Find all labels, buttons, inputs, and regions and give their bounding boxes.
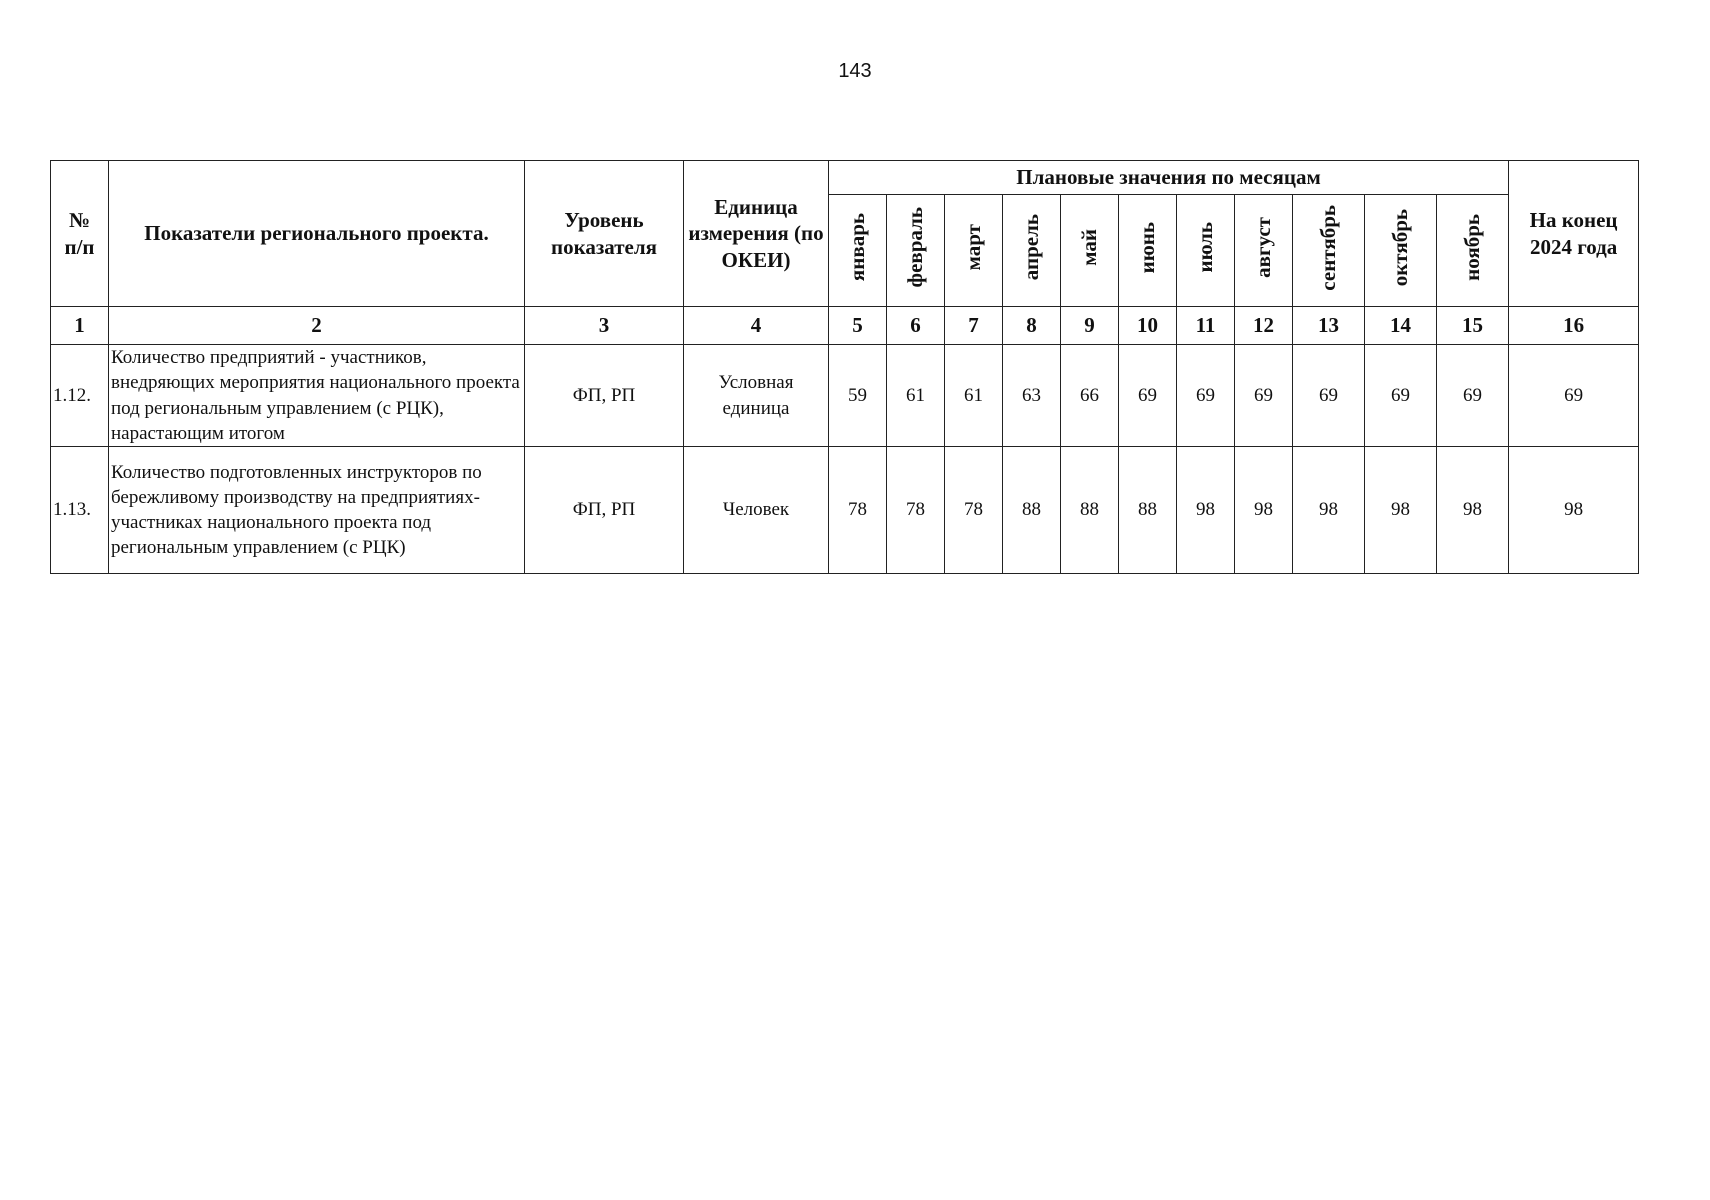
value-cell: 78 [887, 447, 945, 574]
value-cell: 88 [1061, 447, 1119, 574]
value-cell: 78 [829, 447, 887, 574]
value-cell: 69 [1437, 345, 1509, 447]
month-label: февраль [903, 207, 928, 288]
month-header [1177, 195, 1235, 307]
month-label: май [1077, 228, 1102, 266]
row-num: 1.13. [51, 447, 109, 574]
month-header [1061, 195, 1119, 307]
column-number: 16 [1509, 307, 1639, 345]
value-cell: 98 [1437, 447, 1509, 574]
value-cell: 78 [945, 447, 1003, 574]
header-level: Уровень показателя [525, 161, 684, 307]
header-num: № п/п [51, 161, 109, 307]
value-cell: 88 [1119, 447, 1177, 574]
row-indicator-name: Количество предприятий - участников, внедряющих мероприятия национального проекта под региональным управлением (с РЦК), нарастающим итогом [109, 345, 525, 447]
column-number: 10 [1119, 307, 1177, 345]
month-header [1437, 195, 1509, 307]
row-indicator-name: Количество подготовленных инструкторов по бережливому производству на предприятиях-участниках национального проекта под региональным управлением (с РЦК) [109, 447, 525, 574]
month-label: июнь [1135, 221, 1160, 274]
column-number: 5 [829, 307, 887, 345]
value-cell: 61 [945, 345, 1003, 447]
month-label: октябрь [1388, 208, 1413, 287]
page-number: 143 [838, 60, 872, 82]
end-year-value: 98 [1509, 447, 1639, 574]
month-label: апрель [1019, 214, 1044, 281]
value-cell: 59 [829, 345, 887, 447]
month-label: июль [1193, 222, 1218, 273]
value-cell: 98 [1365, 447, 1437, 574]
month-label: ноябрь [1460, 213, 1485, 281]
header-end-year: На конец 2024 года [1509, 161, 1639, 307]
column-number: 14 [1365, 307, 1437, 345]
month-label: март [961, 224, 986, 271]
table-row [51, 447, 1639, 574]
value-cell: 69 [1365, 345, 1437, 447]
value-cell: 98 [1235, 447, 1293, 574]
row-unit: Условная единица [684, 345, 829, 447]
row-unit: Человек [684, 447, 829, 574]
column-number: 8 [1003, 307, 1061, 345]
value-cell: 69 [1119, 345, 1177, 447]
value-cell: 98 [1293, 447, 1365, 574]
month-header [1235, 195, 1293, 307]
value-cell: 98 [1177, 447, 1235, 574]
column-number: 15 [1437, 307, 1509, 345]
table-row [51, 345, 1639, 447]
value-cell: 88 [1003, 447, 1061, 574]
month-label: январь [845, 213, 870, 282]
column-number: 4 [684, 307, 829, 345]
column-number: 11 [1177, 307, 1235, 345]
month-label: август [1251, 216, 1276, 278]
column-number: 12 [1235, 307, 1293, 345]
column-number: 6 [887, 307, 945, 345]
column-number: 7 [945, 307, 1003, 345]
value-cell: 66 [1061, 345, 1119, 447]
month-header [887, 195, 945, 307]
column-number: 13 [1293, 307, 1365, 345]
column-number: 9 [1061, 307, 1119, 345]
month-header [829, 195, 887, 307]
column-number: 3 [525, 307, 684, 345]
value-cell: 69 [1235, 345, 1293, 447]
month-header [1365, 195, 1437, 307]
month-label: сентябрь [1316, 204, 1341, 291]
month-header [1293, 195, 1365, 307]
column-number: 1 [51, 307, 109, 345]
header-indicator: Показатели регионального проекта. [109, 161, 525, 307]
value-cell: 69 [1177, 345, 1235, 447]
end-year-value: 69 [1509, 345, 1639, 447]
row-num: 1.12. [51, 345, 109, 447]
row-level: ФП, РП [525, 447, 684, 574]
row-level: ФП, РП [525, 345, 684, 447]
value-cell: 61 [887, 345, 945, 447]
month-header [945, 195, 1003, 307]
month-header [1119, 195, 1177, 307]
value-cell: 63 [1003, 345, 1061, 447]
value-cell: 69 [1293, 345, 1365, 447]
month-header [1003, 195, 1061, 307]
column-number: 2 [109, 307, 525, 345]
plan-table [50, 160, 1639, 574]
column-number-row [51, 307, 1639, 345]
header-unit: Единица измерения (по ОКЕИ) [684, 161, 829, 307]
header-plan-group: Плановые значения по месяцам [829, 161, 1509, 195]
